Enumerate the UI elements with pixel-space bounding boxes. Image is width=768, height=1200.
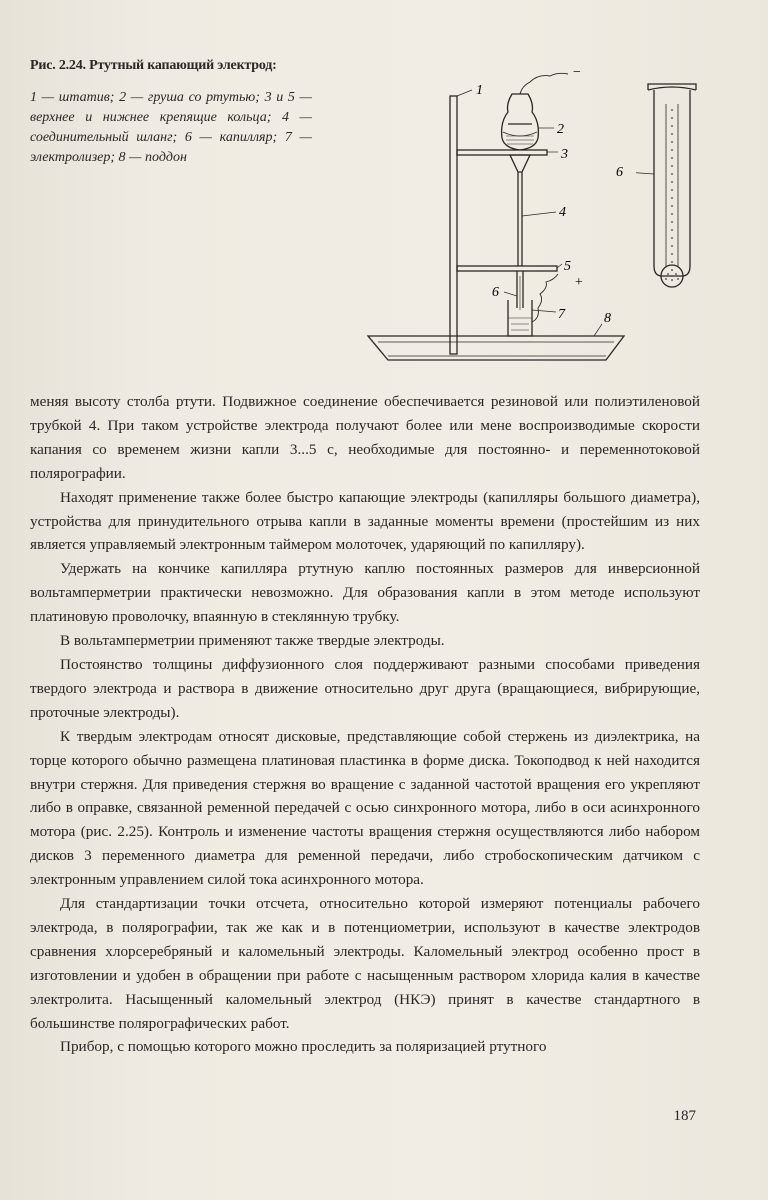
label-8: 8 xyxy=(604,311,611,326)
body-text xyxy=(30,390,700,1059)
label-6-detail: 6 xyxy=(616,165,623,180)
label-7: 7 xyxy=(558,307,565,322)
paragraph: К твердым электродам относят дисковые, представляющие собой стержень из диэлектрика, на торце которого обычно размещена платиновая пластинка в форме диска. Токоподвод к ней находится внутри стержня. Для приведения стержня во вращение с заданной частотой вращения его укрепляют либо в оправке, связанной ременной передачей с осью синхронного мотора, либо в оси асинхронного мотора (рис. 2.25). Контроль и изменение частоты вращения стержня осуществляются либо набором дисков 3 переменного диаметра для ременной передачи, либо стробоскопическим датчиком с электронным управлением силой тока асинхронного мотора. xyxy=(30,727,700,889)
label-2: 2 xyxy=(557,122,564,137)
figure-legend: 1 — штатив; 2 — груша со ртутью; 3 и 5 — верхнее и нижнее крепящие кольца; 4 — соединительный шланг; 6 — капилляр; 7 — электролизер; 8 — поддон xyxy=(30,90,312,165)
label-1: 1 xyxy=(476,83,483,98)
label-4: 4 xyxy=(559,205,566,220)
capillary-detail-figure xyxy=(636,80,720,306)
paragraph: меняя высоту столба ртути. Подвижное соединение обеспечивается резиновой или полиэтиленовой трубкой 4. При таком устройстве электрода получают более или мене воспроизводимые скорости капания со временем жизни капли 3...5 с, необходимые для постоянно- и переменнотоковой полярографии. xyxy=(30,393,700,482)
paragraph: Прибор, с помощью которого можно проследить за поляризацией ртутного xyxy=(60,1038,547,1056)
figure-caption xyxy=(30,56,312,168)
dropping-mercury-electrode-figure xyxy=(362,60,630,372)
paragraph: Постоянство толщины диффузионного слоя поддерживают разными способами приведения твердого электрода и раствора в движение относительно друг друга (вращающиеся, вибрирующие, проточные электроды). xyxy=(30,655,700,721)
figure-title: Рис. 2.24. Ртутный капающий электрод: xyxy=(30,58,277,73)
label-3: 3 xyxy=(561,147,568,162)
paragraph: В вольтамперметрии применяют также твердые электроды. xyxy=(60,632,445,650)
paragraph: Для стандартизации точки отсчета, относительно которой измеряют потенциалы рабочего электрода, в полярографии, так же как и в потенциометрии, используют в качестве электродов сравнения хлорсеребряный и каломельный электроды. Каломельный электрод особенно прост в изготовлении и удобен в обращении при работе с насыщенным раствором хлорида калия в качестве электролита. Насыщенный каломельный электрод (НКЭ) принят в качестве стандартного в большинстве полярографических работ. xyxy=(30,895,700,1032)
label-5: 5 xyxy=(564,259,571,274)
label-6: 6 xyxy=(492,285,499,300)
page-number: 187 xyxy=(673,1108,696,1124)
minus-sign: − xyxy=(572,65,582,80)
paragraph: Удержать на кончике капилляра ртутную каплю постоянных размеров для инверсионной вольтамперметрии практически невозможно. Для образования капли в этом методе используют платиновую проволочку, впаянную в стеклянную трубку. xyxy=(30,560,700,626)
plus-sign: + xyxy=(574,275,584,290)
paragraph: Находят применение также более быстро капающие электроды (капилляры большого диаметра), устройства для принудительного отрыва капли в заданные моменты времени (простейшим из них является управляемый электронным таймером молоточек, ударяющий по капилляру). xyxy=(30,488,700,554)
capillary-label-svg xyxy=(612,160,636,184)
